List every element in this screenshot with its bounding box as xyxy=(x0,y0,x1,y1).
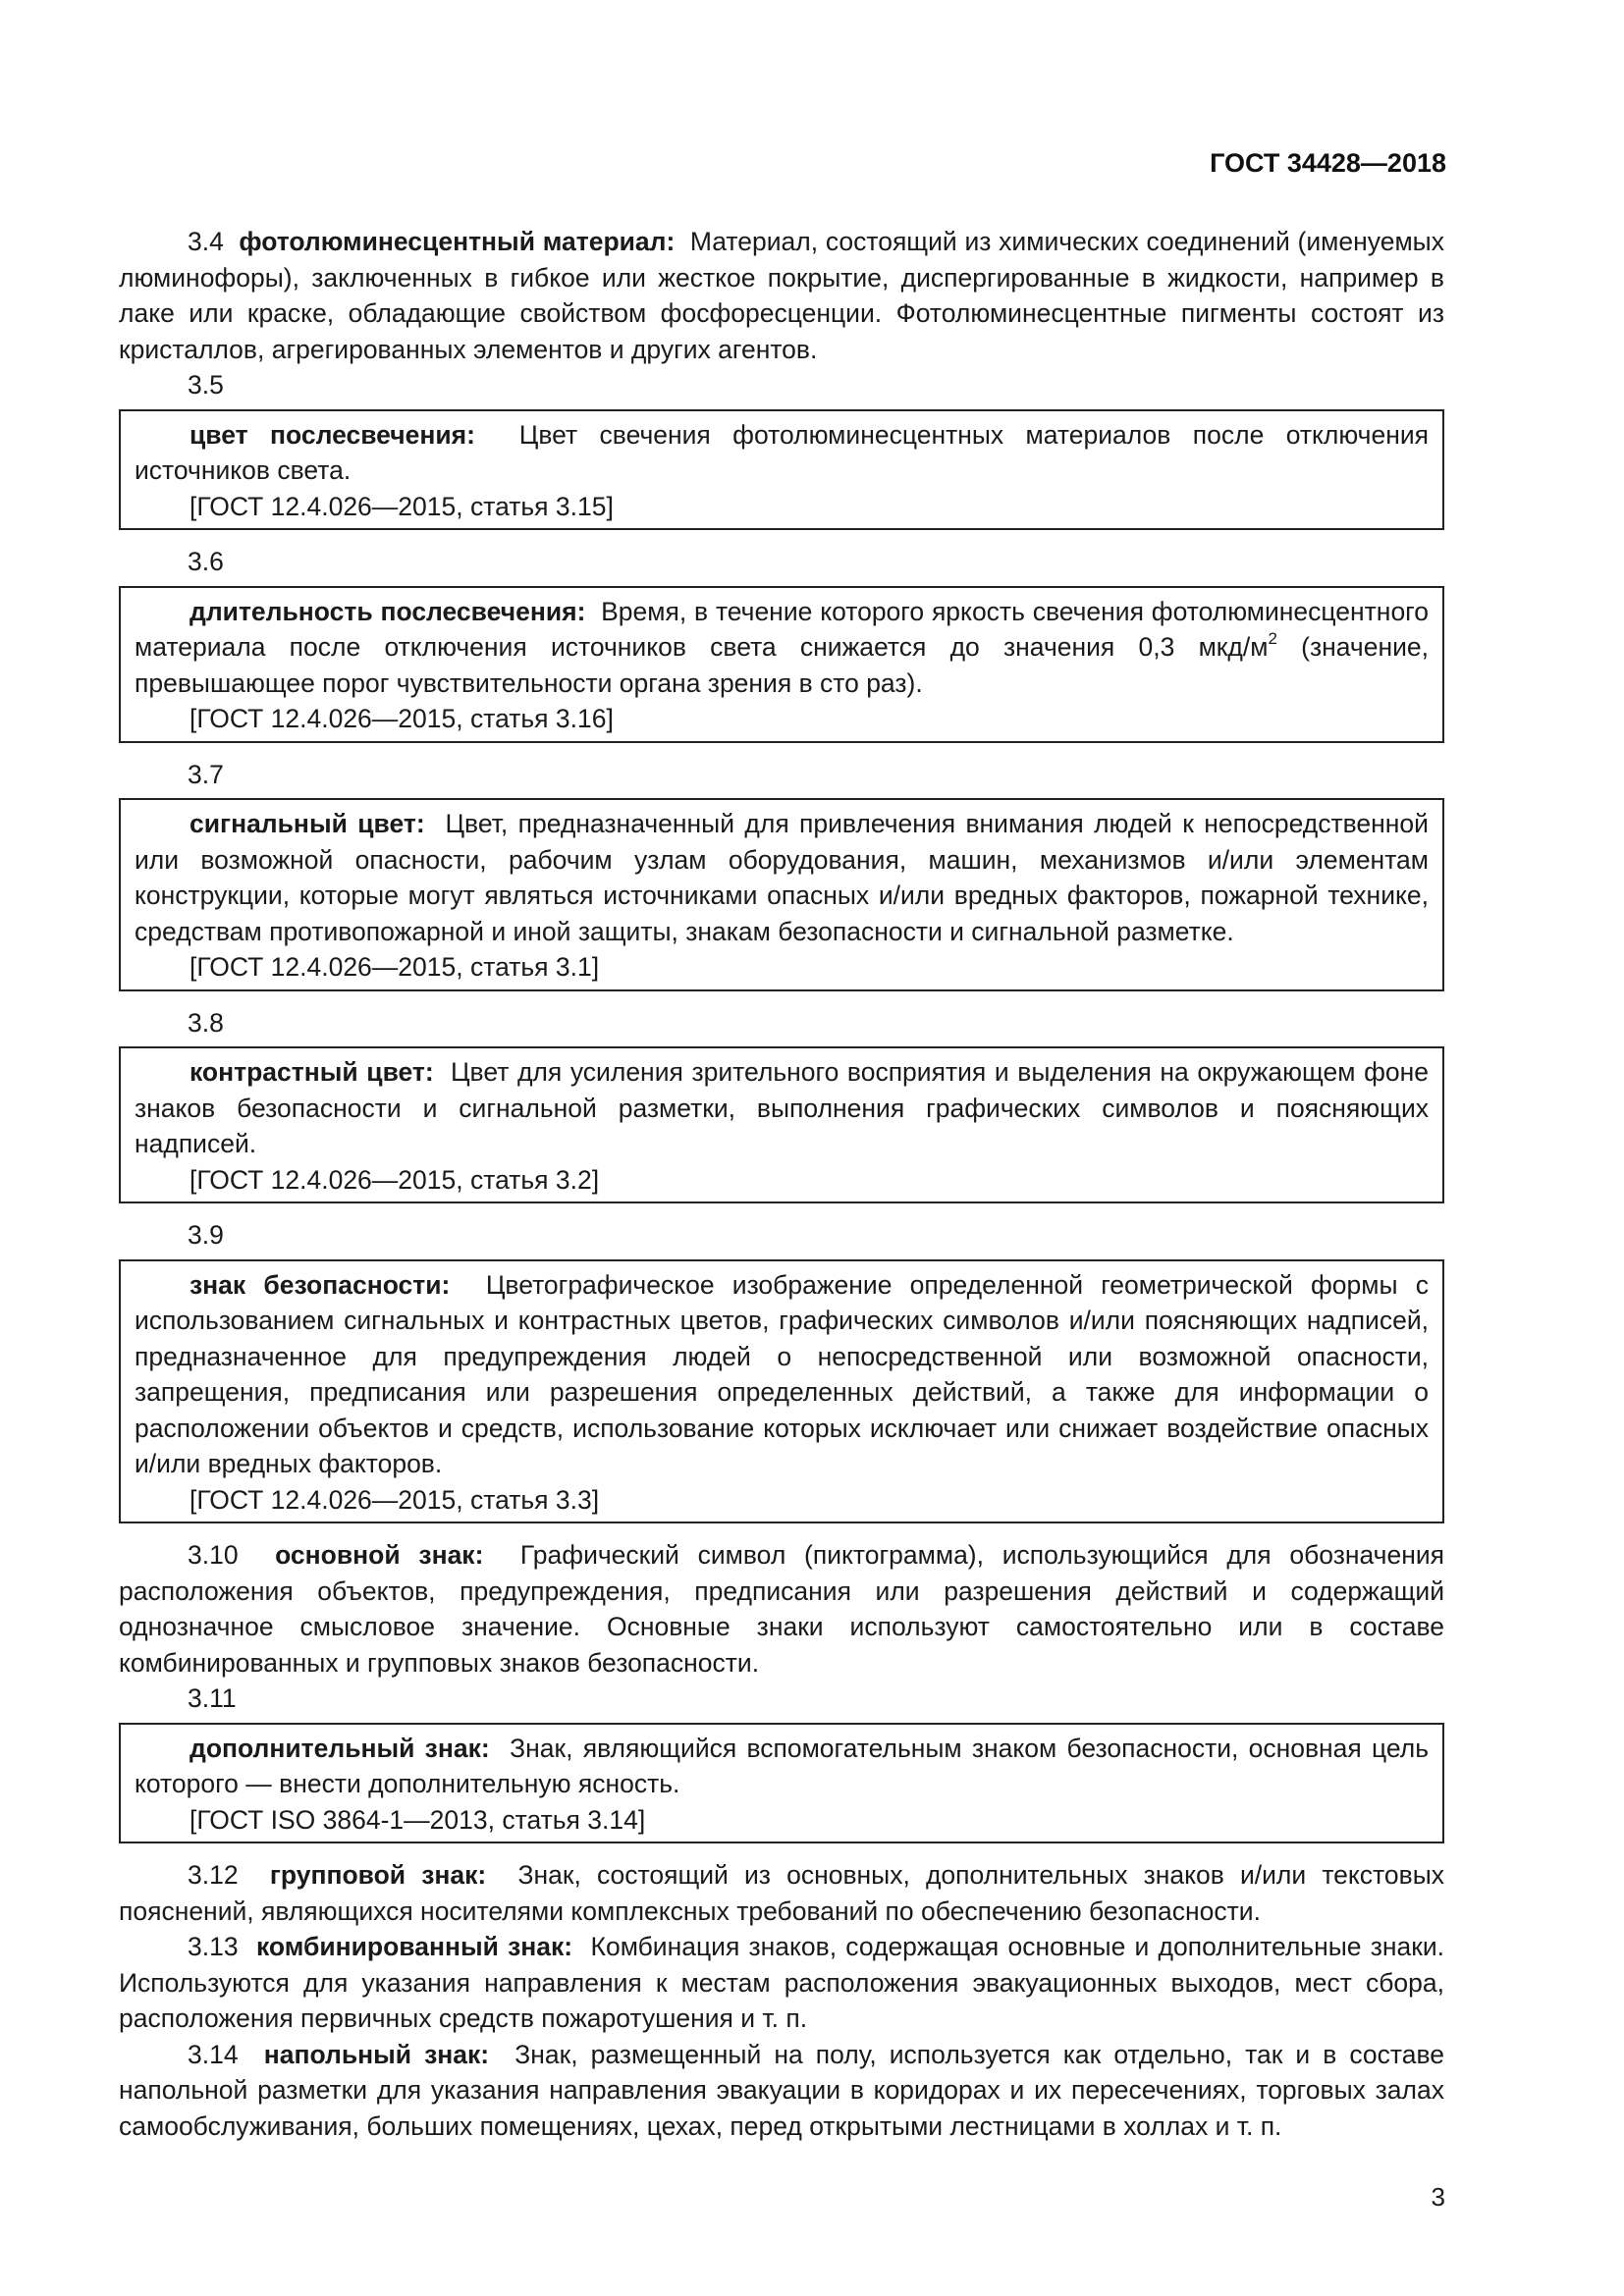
quoted-definition-box-3-5 xyxy=(119,409,1444,531)
item-number: 3.13 xyxy=(188,1932,239,1961)
definition-3-8 xyxy=(135,1054,1429,1162)
quoted-definition-box-3-7 xyxy=(119,798,1444,991)
source-reference: [ГОСТ 12.4.026—2015, статья 3.16] xyxy=(189,704,614,733)
source-reference: [ГОСТ 12.4.026—2015, статья 3.1] xyxy=(189,952,600,982)
definition-text: Знак, состоящий из основных, дополнительных знаков и/или текстовых пояснений, являющихся носителями комплексных требований по обеспечению безопасности. xyxy=(119,1860,1444,1926)
definition-text-cont: (значение, превышающее порог чувствительности органа зрения в сто раз). xyxy=(135,632,1429,698)
source-reference: [ГОСТ 12.4.026—2015, статья 3.2] xyxy=(189,1164,600,1195)
term: контрастный цвет: xyxy=(189,1057,434,1087)
source-reference: [ГОСТ ISO 3864-1—2013, статья 3.14] xyxy=(189,1804,646,1835)
item-number: 3.12 xyxy=(188,1860,239,1890)
definition-3-6 xyxy=(135,594,1429,702)
term: основной знак: xyxy=(275,1540,484,1570)
definition-3-9 xyxy=(135,1267,1429,1482)
definition-text: Цвет свечения фотолюминесцентных материалов после отключения источников света. xyxy=(135,419,1429,485)
document-body xyxy=(119,224,1444,2144)
source-reference: [ГОСТ 12.4.026—2015, статья 3.15] xyxy=(189,491,614,521)
document-header: ГОСТ 34428—2018 xyxy=(1210,148,1446,178)
definition-3-5 xyxy=(135,417,1429,489)
definition-text: Цветографическое изображение определенной геометрической формы с использованием сигнальных и контрастных цветов, графических символов и/или поясняющих надписей, предназначенное для предупреждения людей о непосредственной или возможной опасности, запрещения, предписания или разрешения определенных действий, а также для информации о расположении объектов и средств, использование которых исключает или снижает воздействие опасных и/или вредных факторов. xyxy=(135,1269,1429,1478)
item-number-3-6: 3.6 xyxy=(188,547,224,576)
term: дополнительный знак: xyxy=(189,1733,490,1763)
item-number-3-7: 3.7 xyxy=(188,759,224,789)
definition-text: Материал, состоящий из химических соединений (именуемых люминофоры), заключенных в гибкое или жесткое покрытие, диспергированные в жидкости, например в лаке или краске, обладающие свойством фосфоресценции. Фотолюминесцентные пигменты состоят из кристаллов, агрегированных элементов и других агентов. xyxy=(119,227,1444,364)
item-number-3-9: 3.9 xyxy=(188,1220,224,1250)
item-number-3-8: 3.8 xyxy=(188,1007,224,1038)
quoted-definition-box-3-9 xyxy=(119,1259,1444,1524)
superscript: 2 xyxy=(1268,629,1277,649)
definition-text: Цвет, предназначенный для привлечения внимания людей к непосредственной или возможной опасности, рабочим узлам оборудования, машин, механизмов и/или элементам конструкции, которые могут являться источниками опасных и/или вредных факторов, пожарной технике, средствам противопожарной и иной защиты, знакам безопасности и сигнальной разметке. xyxy=(135,809,1429,946)
definition-text: Знак, размещенный на полу, используется как отдельно, так и в составе напольной разметки для указания направления эвакуации в коридорах и их пересечениях, торговых залах самообслуживания, больших помещениях, цехах, перед открытыми лестницами в холлах и т. п. xyxy=(119,2039,1444,2141)
definition-3-13 xyxy=(119,1929,1444,2037)
quoted-definition-box-3-11 xyxy=(119,1723,1444,1844)
definition-text: Комбинация знаков, содержащая основные и дополнительные знаки. Используются для указания направления к местам расположения эвакуационных выходов, мест сбора, расположения первичных средств пожаротушения и т. п. xyxy=(119,1932,1444,2033)
definition-text: Графический символ (пиктограмма), использующийся для обозначения расположения объектов, предупреждения, предписания или разрешения действий и содержащий однозначное смысловое значение. Основные знаки используют самостоятельно или в составе комбинированных и групповых знаков безопасности. xyxy=(119,1540,1444,1678)
definition-3-12 xyxy=(119,1857,1444,1929)
item-number: 3.4 xyxy=(188,227,224,256)
item-number: 3.14 xyxy=(188,2039,239,2069)
definition-text: Знак, являющийся вспомогательным знаком безопасности, основная цель которого — внести дополнительную ясность. xyxy=(135,1733,1430,1798)
term: длительность послесвечения: xyxy=(189,596,586,626)
term: напольный знак: xyxy=(263,2039,490,2069)
definition-3-4 xyxy=(119,224,1444,367)
definition-3-14 xyxy=(119,2037,1444,2145)
definition-text: Цвет для усиления зрительного восприятия и выделения на окружающем фоне знаков безопасности и сигнальной разметки, выполнения графических символов и поясняющих надписей. xyxy=(135,1057,1429,1158)
source-reference: [ГОСТ 12.4.026—2015, статья 3.3] xyxy=(189,1484,600,1515)
definition-3-7 xyxy=(135,806,1429,949)
term: групповой знак: xyxy=(269,1860,487,1890)
term: цвет послесвечения: xyxy=(189,419,475,450)
page-number: 3 xyxy=(1431,2182,1445,2212)
definition-text: Время, в течение которого яркость свечения фотолюминесцентного материала после отключения источников света снижается до значения 0,3 мкд/м xyxy=(135,596,1429,662)
definition-3-11 xyxy=(135,1731,1429,1802)
item-number-3-11: 3.11 xyxy=(188,1683,237,1713)
term: комбинированный знак: xyxy=(255,1932,573,1961)
term: знак безопасности: xyxy=(189,1269,451,1300)
term: сигнальный цвет: xyxy=(189,809,425,838)
term: фотолюминесцентный материал: xyxy=(239,227,676,256)
quoted-definition-box-3-8 xyxy=(119,1046,1444,1203)
definition-3-10 xyxy=(119,1537,1444,1681)
item-number: 3.10 xyxy=(188,1540,239,1570)
quoted-definition-box-3-6 xyxy=(119,586,1444,743)
item-number-3-5: 3.5 xyxy=(188,370,224,400)
